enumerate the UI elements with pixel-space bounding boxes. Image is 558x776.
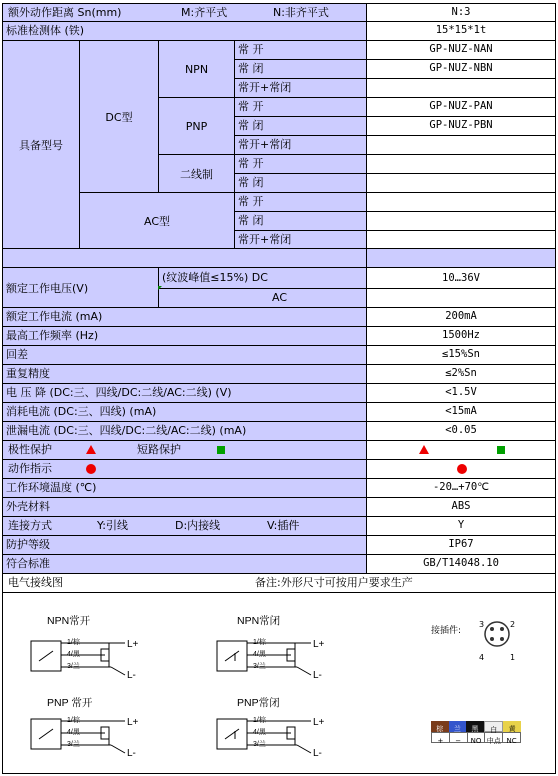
npn-no-model: GP-NUZ-NAN	[366, 40, 556, 60]
spec-label-repeatability: 重复精度	[2, 364, 367, 384]
sensing-distance-label: 额外动作距离 Sn(mm)	[8, 6, 122, 19]
pnp-no-wire4: 4/黑	[67, 729, 80, 736]
npn-no-label: 常 开	[234, 40, 367, 60]
ac-nonc-label: 常开+常闭	[234, 230, 367, 249]
polarity-protection-label: 极性保护	[8, 443, 52, 456]
ac-nc-label: 常 闭	[234, 211, 367, 231]
voltage-ac-label	[158, 288, 367, 308]
pnp-no-lplus: L+	[127, 717, 139, 728]
plug-label: 接插件:	[431, 626, 462, 636]
pnp-nc-wire1: 1/棕	[253, 717, 266, 724]
pnp-nc-wire4: 4/黑	[253, 729, 266, 736]
color-blue: 兰	[449, 721, 467, 732]
short-circuit-ok-icon-value	[497, 446, 505, 454]
pnp-nc-label: 常 闭	[234, 116, 367, 136]
diagram-pnp-nc-title: PNP常闭	[237, 697, 280, 709]
spec-label-temperature: 工作环境温度 (℃)	[2, 478, 367, 498]
voltage-label	[2, 267, 159, 308]
spec-label-consumption: 消耗电流 (DC:三、四线) (mA)	[2, 402, 367, 422]
voltage-ac-text: AC	[272, 291, 288, 304]
spec-value-frequency: 1500Hz	[366, 326, 556, 346]
func-nc: NC	[506, 737, 517, 745]
indicator-value	[366, 459, 556, 479]
npn-nc-model: GP-NUZ-NBN	[366, 59, 556, 79]
protection-row	[2, 440, 367, 460]
twowire-nc-label: 常 闭	[234, 173, 367, 193]
voltage-ac-value	[366, 288, 556, 308]
connection-label: 连接方式	[8, 519, 52, 532]
sensing-distance-row	[2, 3, 367, 22]
ac-nonc-model	[366, 230, 556, 249]
twowire-no-model	[366, 154, 556, 174]
spacer-row-left	[2, 248, 367, 268]
pnp-nc-wire3: 3/兰	[253, 741, 266, 748]
npn-no-wire1: 1/棕	[67, 639, 80, 646]
wire-color-table	[431, 721, 521, 743]
pnp-nc-model: GP-NUZ-PBN	[366, 116, 556, 136]
indicator-led-icon-value	[457, 464, 467, 474]
indicator-led-icon	[86, 464, 96, 474]
voltage-dc-label: (纹波峰值≤15%) DC	[158, 267, 367, 289]
ac-nc-model	[366, 211, 556, 231]
ac-no-label: 常 开	[234, 192, 367, 212]
npn-no-lminus: L-	[127, 670, 136, 681]
diagram-npn-no-title: NPN常开	[47, 615, 91, 627]
wiring-title: 电气接线图	[8, 576, 63, 589]
indicator-row	[2, 459, 367, 479]
color-yellow: 黄	[503, 721, 521, 732]
voltage-dc-value: 10…36V	[366, 267, 556, 289]
spec-value-hysteresis: ≤15%Sn	[366, 345, 556, 365]
pin-1-label: 1	[510, 653, 516, 662]
func-no: NO	[468, 733, 486, 742]
connection-v-label: V:插件	[267, 519, 300, 532]
spec-value-temperature: -20…+70℃	[366, 478, 556, 498]
standard-body-value: 15*15*1t	[366, 21, 556, 41]
color-brown: 棕	[431, 721, 449, 732]
spec-label-protection-grade: 防护等级	[2, 535, 367, 555]
npn-nc-wire3: 3/兰	[253, 663, 266, 670]
pin-4-label: 4	[479, 653, 485, 662]
short-circuit-protection-label: 短路保护	[137, 443, 181, 456]
models-label: 具备型号	[2, 40, 80, 249]
connection-row	[2, 516, 367, 536]
pnp-nonc-model	[366, 135, 556, 155]
diagram-pnp-no-title: PNP 常开	[47, 697, 93, 709]
pnp-nc-lplus: L+	[313, 717, 325, 728]
polarity-warning-icon	[86, 445, 96, 454]
func-plus: +	[432, 733, 450, 742]
connection-value: Y	[366, 516, 556, 536]
nonflush-mode-label: N:非齐平式	[273, 6, 329, 19]
ac-no-model	[366, 192, 556, 212]
ac-type-label: AC型	[79, 192, 235, 249]
spec-label-current: 额定工作电流 (mA)	[2, 307, 367, 327]
func-minus: −	[450, 733, 468, 742]
spec-label-housing: 外壳材料	[2, 497, 367, 517]
spec-value-voltage-drop: <1.5V	[366, 383, 556, 403]
pnp-no-lminus: L-	[127, 748, 136, 759]
pnp-no-model: GP-NUZ-PAN	[366, 97, 556, 117]
pnp-no-wire1: 1/棕	[67, 717, 80, 724]
spec-value-housing: ABS	[366, 497, 556, 517]
twowire-no-label: 常 开	[234, 154, 367, 174]
wiring-diagram-area	[2, 592, 556, 774]
indicator-label: 动作指示	[8, 462, 52, 475]
pin-3-label: 3	[479, 620, 485, 629]
npn-nc-lplus: L+	[313, 639, 325, 650]
short-circuit-ok-icon	[217, 446, 225, 454]
npn-nonc-model	[366, 78, 556, 98]
npn-nc-lminus: L-	[313, 670, 322, 681]
pin-2-label: 2	[510, 620, 516, 629]
connection-y-label: Y:引线	[97, 519, 128, 532]
spec-label-frequency: 最高工作频率 (Hz)	[2, 326, 367, 346]
npn-nonc-label: 常开+常闭	[234, 78, 367, 98]
voltage-label-text: 额定工作电压(V)	[6, 282, 89, 295]
spec-value-leakage: <0.05	[366, 421, 556, 441]
npn-no-wire4: 4/黑	[67, 651, 80, 658]
spec-label-standard: 符合标准	[2, 554, 367, 574]
diagram-npn-nc-title: NPN常闭	[237, 615, 281, 627]
pnp-nonc-label: 常开+常闭	[234, 135, 367, 155]
spec-label-voltage-drop: 电 压 降 (DC:三、四线/DC:二线/AC:二线) (V)	[2, 383, 367, 403]
pnp-label: PNP	[158, 97, 235, 155]
wiring-note: 备注:外形尺寸可按用户要求生产	[255, 576, 413, 589]
pnp-no-wire3: 3/兰	[67, 741, 80, 748]
wiring-header	[2, 573, 556, 593]
spec-label-hysteresis: 回差	[2, 345, 367, 365]
npn-nc-wire1: 1/棕	[253, 639, 266, 646]
spacer-row-right	[366, 248, 556, 268]
sensing-distance-value: N:3	[366, 3, 556, 22]
twowire-nc-model	[366, 173, 556, 193]
two-wire-label: 二线制	[158, 154, 235, 193]
flush-mode-label: M:齐平式	[181, 6, 228, 19]
polarity-warning-icon-value	[419, 445, 429, 454]
spec-value-protection-grade: IP67	[366, 535, 556, 555]
spec-value-consumption: <15mA	[366, 402, 556, 422]
spec-value-standard: GB/T14048.10	[366, 554, 556, 574]
npn-no-lplus: L+	[127, 639, 139, 650]
dc-type-label: DC型	[79, 40, 159, 193]
standard-body-label: 标准检测体 (铁)	[2, 21, 367, 41]
protection-value	[366, 440, 556, 460]
npn-nc-wire4: 4/黑	[253, 651, 266, 658]
func-mid: 中点	[485, 733, 503, 742]
npn-label: NPN	[158, 40, 235, 98]
corner-mark	[158, 286, 162, 290]
color-black: 黑	[466, 721, 484, 732]
npn-no-wire3: 3/兰	[67, 663, 80, 670]
pnp-nc-lminus: L-	[313, 748, 322, 759]
connection-d-label: D:内接线	[175, 519, 221, 532]
pnp-no-label: 常 开	[234, 97, 367, 117]
npn-nc-label: 常 闭	[234, 59, 367, 79]
spec-value-repeatability: ≤2%Sn	[366, 364, 556, 384]
spec-label-leakage: 泄漏电流 (DC:三、四线/DC:二线/AC:二线) (mA)	[2, 421, 367, 441]
spec-value-current: 200mA	[366, 307, 556, 327]
color-white: 白	[484, 721, 504, 732]
